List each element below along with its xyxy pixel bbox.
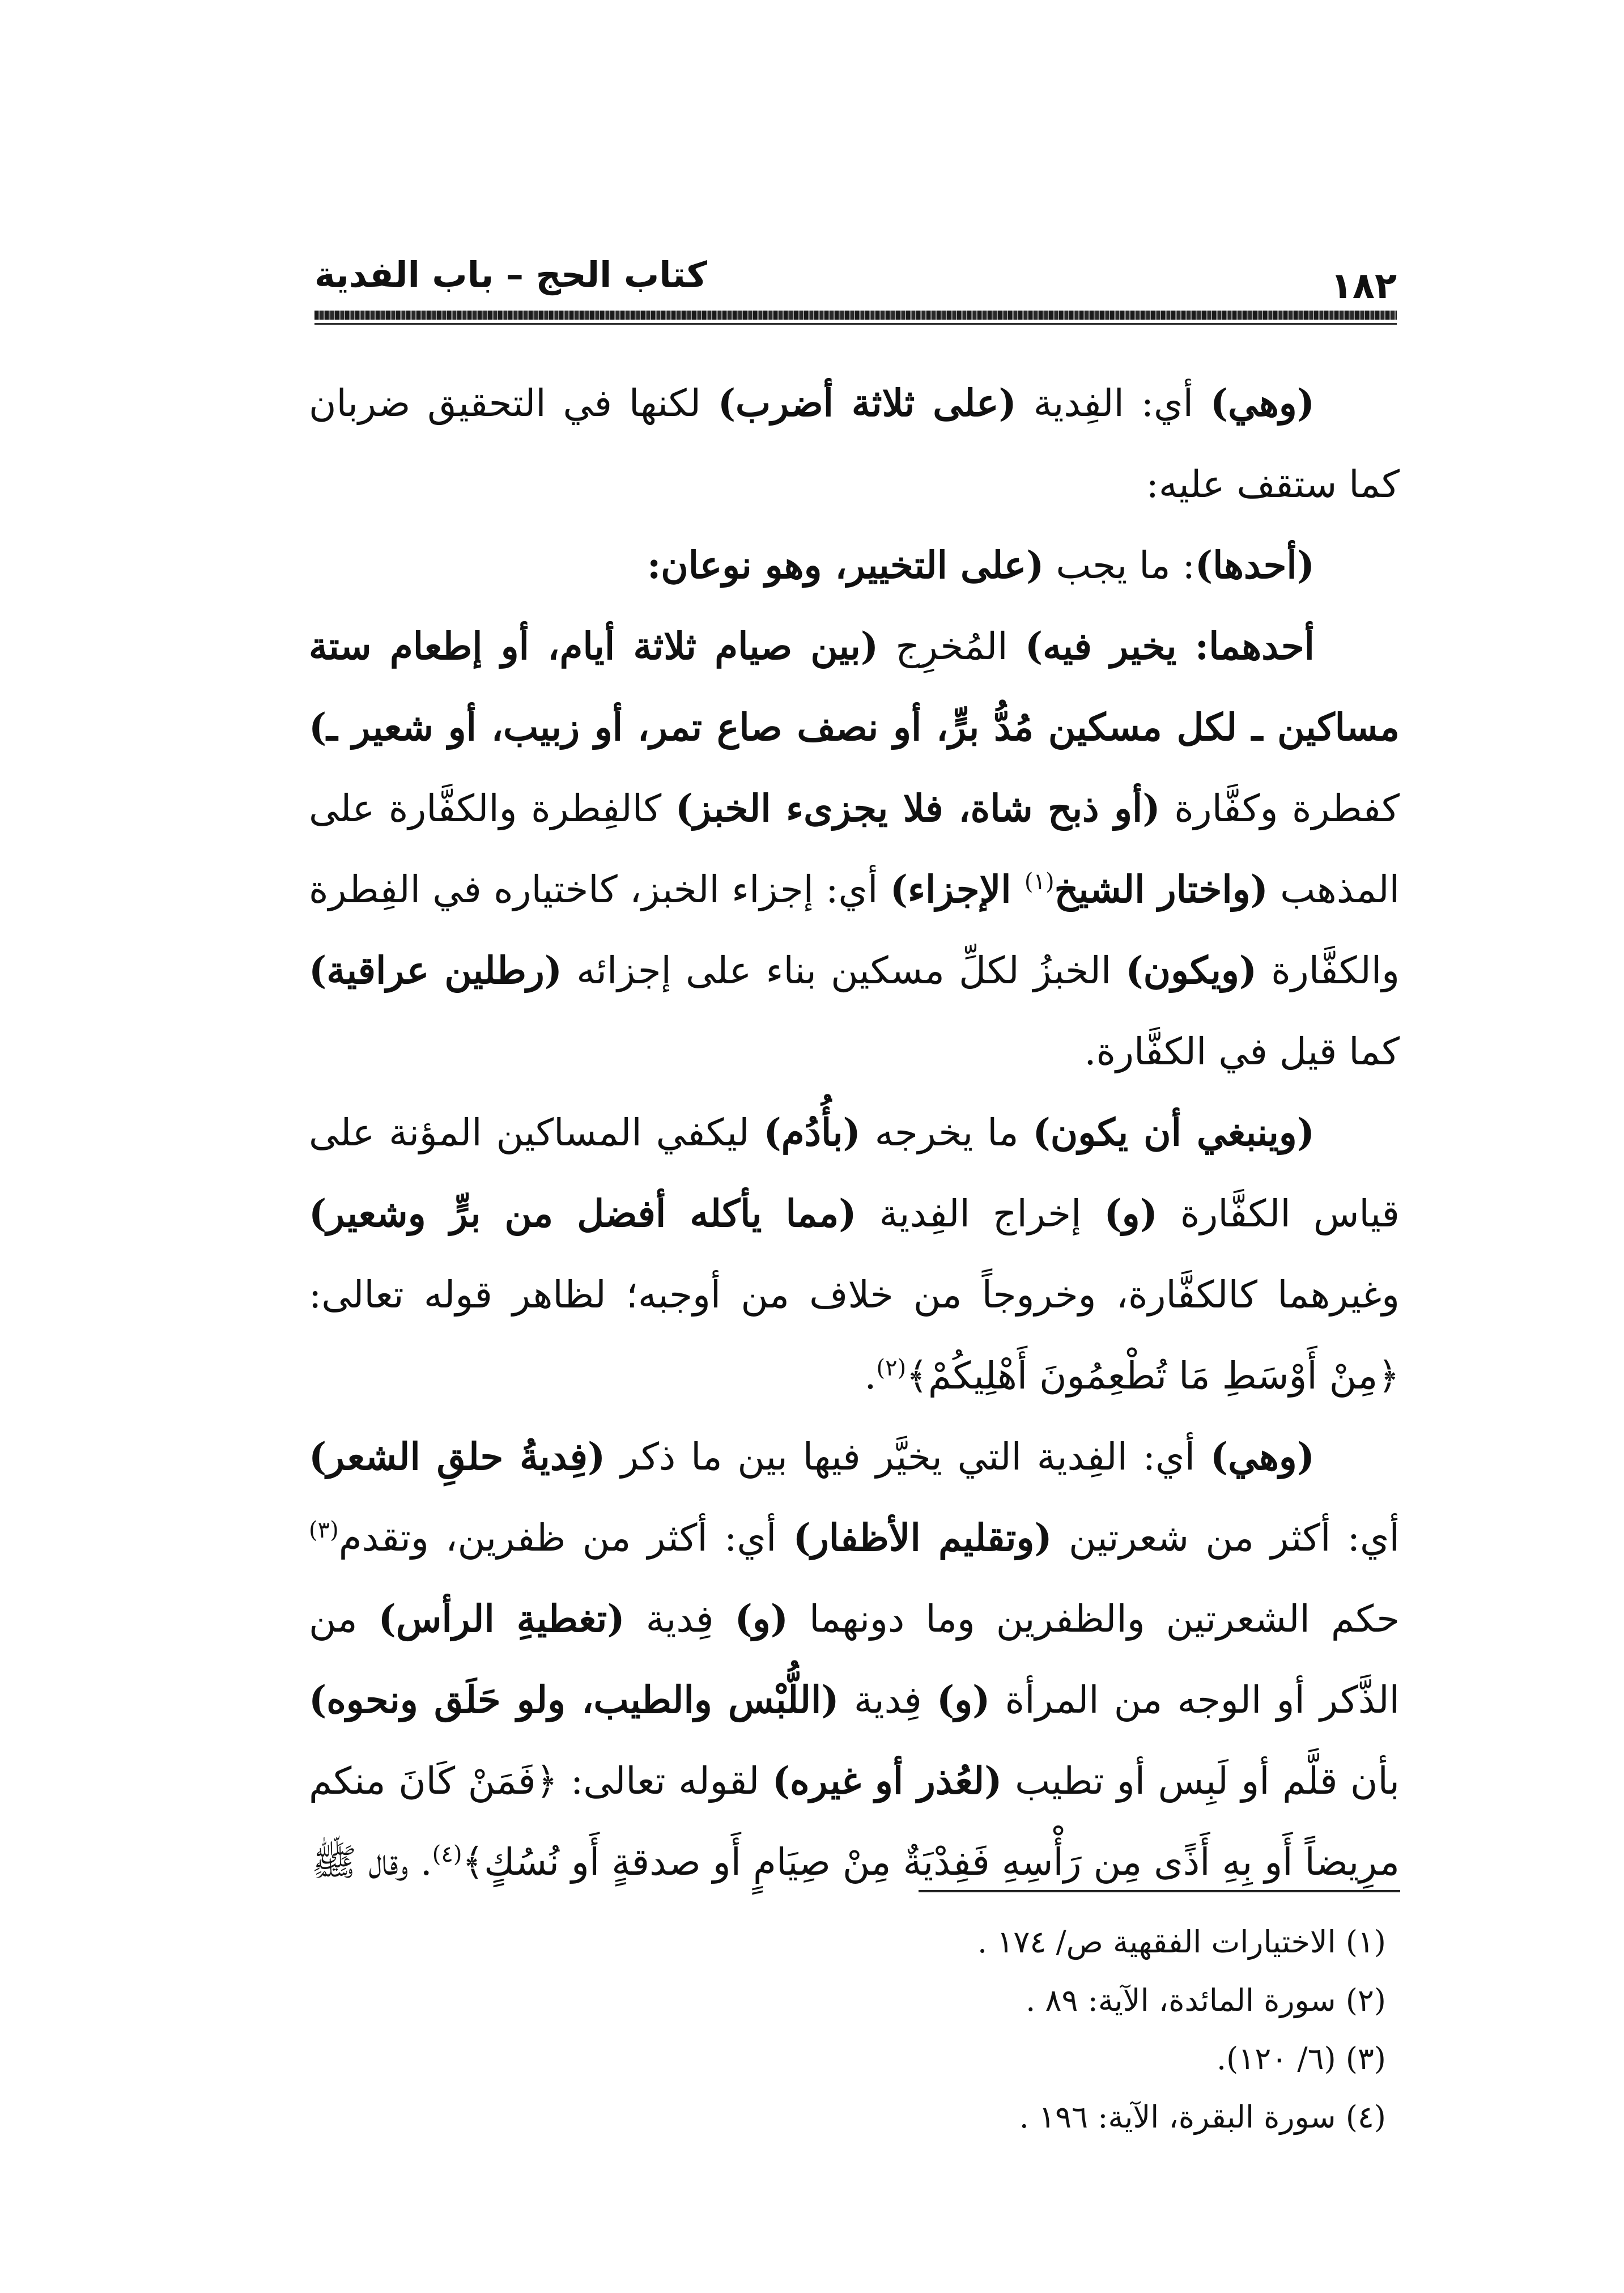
sharh-text: لكنها في التحقيق ضربان كما ستقف عليه: (309, 381, 1400, 506)
paragraph (309, 1092, 1400, 1416)
sharh-text: ليكفي المساكين المؤنة على قياس الكفَّارة (309, 1111, 1400, 1235)
sharh-text: أي: إجزاء الخبز، كاختياره في الفِطرة والكفَّارة (309, 868, 1400, 992)
matn-text: (اللُّبْس والطيب، ولو حَلَق ونحوه) (309, 1678, 839, 1722)
sharh-text: أي: أكثر من ظفرين، وتقدم (338, 1516, 793, 1560)
matn-text: (وهي) (1210, 381, 1315, 425)
sharh-text: حكم الشعرتين والظفرين وما دونهما (788, 1597, 1400, 1641)
header-thin-rule (314, 323, 1397, 325)
footnote: (٢) سورة المائدة، الآية: ٨٩ . (1026, 1982, 1386, 2018)
matn-text: (وينبغي أن يكون) (1032, 1110, 1315, 1154)
sharh-text: وغيرهما كالكفَّارة، وخروجاً من خلاف من أوجبه؛ لظاهر قوله تعالى: (309, 1273, 1400, 1317)
footnote: (٣) (٦/ ١٢٠). (1216, 2041, 1386, 2077)
running-title: كتاب الحج – باب الفدية (314, 254, 707, 295)
sharh-text: كفطرة وكفَّارة (1160, 787, 1400, 830)
sharh-text: المُخرِج (878, 625, 1025, 668)
header-ornamental-rule (314, 311, 1397, 320)
matn-text: (مما يأكله أفضل من برٍّ وشعير) (309, 1191, 857, 1235)
paragraph (309, 525, 1400, 606)
matn-text: أحدهما: يخير فيه) (1024, 624, 1315, 668)
page-number: ١٨٢ (1330, 265, 1397, 307)
sharh-text: كالفِطرة والكفَّارة على المذهب (309, 787, 1400, 911)
matn-text: (على التخيير، وهو نوعان: (647, 543, 1044, 587)
matn-text: (لعُذر أو غيره) (772, 1759, 1002, 1803)
footnote-separator (919, 1890, 1400, 1892)
quran-quote: ﴿مِنْ أَوْسَطِ مَا تُطْعِمُونَ أَهْلِيكُمْ﴾ (906, 1354, 1400, 1398)
footnote-ref: (٤) (432, 1841, 462, 1867)
sharh-text: أي: الفِدية (1016, 381, 1210, 425)
matn-text: (ويكون) (1125, 948, 1257, 992)
paragraph (309, 363, 1400, 525)
sharh-text: بأن قلَّم أو لَبِس أو تطيب (1002, 1759, 1400, 1803)
sharh-text: كما قيل في الكفَّارة. (1084, 1030, 1400, 1073)
matn-text: (تغطيةِ الرأس) (378, 1596, 625, 1641)
sharh-text: فِدية (839, 1678, 937, 1722)
paragraph (309, 606, 1400, 1092)
sharh-text: الخبزُ لكلِّ مسكين بناء على إجزائه (562, 949, 1126, 992)
matn-text: (وهي) (1210, 1434, 1315, 1479)
matn-text: (فِديةُ حلقِ الشعر) (309, 1434, 606, 1479)
main-text (309, 363, 1400, 1903)
sharh-text: : ما يجب (1044, 543, 1195, 587)
sharh-text: لقوله تعالى: (558, 1759, 772, 1803)
matn-text: (على ثلاثة أضرب) (717, 381, 1017, 425)
sharh-text: . وقال ﷺ (311, 1840, 432, 1884)
sharh-text: أي: الفِدية التي يخيَّر فيها بين ما ذكر (605, 1435, 1210, 1479)
footnote-ref: (٢) (876, 1355, 907, 1381)
matn-text: (وتقليم الأظفار) (793, 1515, 1052, 1560)
quran-quote: ﴿فَمَنْ كَانَ منكم مرِيضاً أَو بِهِ أَذًى مِن رَأْسِهِ فَفِدْيَةٌ مِنْ صِيَامٍ أَو صدقةٍ أَو نُسُكٍ﴾ (309, 1759, 1400, 1884)
sharh-text: أي: أكثر من شعرتين (1052, 1516, 1400, 1560)
matn-text: (أو ذبح شاة، فلا يجزىء الخبز) (675, 786, 1160, 830)
sharh-text: ما يخرجه (860, 1111, 1033, 1154)
matn-text: (بأُدُم) (763, 1110, 861, 1154)
matn-text: (بين صيام ثلاثة أيام، أو إطعام ستة مساكين ـ لكل مسكين مُدُّ برٍّ، أو نصف صاع تمر، أو زبيب، أو شعير ـ) (309, 624, 1400, 749)
matn-text: الإجزاء) (890, 867, 1024, 911)
footnotes (536, 1913, 1386, 2146)
matn-text: (و) (734, 1596, 788, 1641)
sharh-text: . (864, 1354, 877, 1398)
matn-text: (رطلين عراقية) (309, 948, 563, 992)
matn-text: (و) (937, 1678, 990, 1722)
footnote-ref: (١) (1024, 869, 1055, 895)
sharh-text: إخراج الفِدية (856, 1192, 1104, 1235)
matn-text: (أحدها) (1194, 543, 1315, 587)
matn-text: (واختار الشيخ (1054, 867, 1268, 911)
page-header (314, 244, 1397, 312)
matn-text: (و) (1104, 1191, 1158, 1235)
footnote: (٤) سورة البقرة، الآية: ١٩٦ . (1019, 2099, 1386, 2135)
footnote: (١) الاختيارات الفقهية ص/ ١٧٤ . (977, 1924, 1386, 1960)
paragraph (309, 1416, 1400, 1903)
sharh-text: فِدية (624, 1597, 735, 1641)
footnote-ref: (٣) (309, 1517, 339, 1543)
sharh-text: من الذَّكر أو الوجه من المرأة (309, 1597, 1400, 1722)
